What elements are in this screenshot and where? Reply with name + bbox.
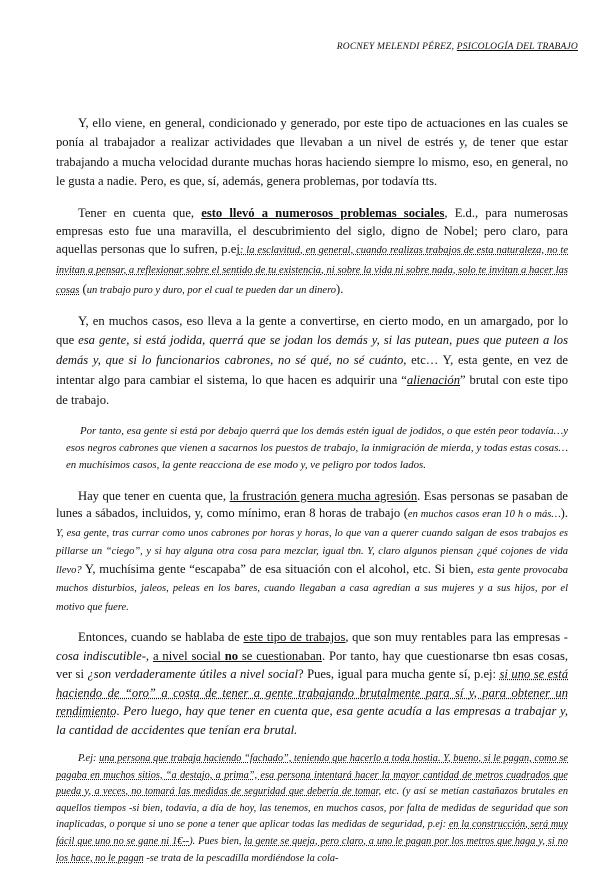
- text-run: , E.d., para numerosas empresas esto fue una maravilla, el descubrimiento del siglo, digno de Nobel; pero claro, para aquellas personas que lo sufren, p.ej: [56, 205, 568, 256]
- text-run: Hay que tener en cuenta que,: [78, 488, 230, 503]
- author-name: ROCNEY MELENDI PÉREZ,: [336, 42, 457, 52]
- paragraph-4: [56, 423, 568, 474]
- emphasis-social-level: a nivel social: [152, 648, 225, 663]
- aside-disturbances: esta gente provocaba muchos disturbios, jaleos, peleas en los bares, cuando llegaban a casa agredían a sus mujeres y a sus hijos, por el motivo que fuere.: [56, 564, 568, 613]
- term-alienation: alienación: [406, 373, 461, 388]
- quote-bitter-people: esa gente, si está jodida, querrá que se jodan los demás y, si las putean, pues que puteen a los demás y, que si lo funcionarios cabrones, no sé qué, no sé cuánto: [56, 333, 568, 368]
- question-useful: ¿son verdaderamente útiles a nivel social: [87, 667, 299, 682]
- text-run: . Esas personas se pasaban de lunes a sábados, incluidos, y, como mínimo, eran 8 horas de trabajo (: [56, 488, 568, 521]
- text-run: (: [79, 281, 87, 296]
- paragraph-1: Y, ello viene, en general, condicionado y generado, por este tipo de actuaciones en las cuales se ponía al trabajador a realizar actividades que llevaban a un nivel de estrés y, de tener que estar trabajando a mucha velocidad durante muchas horas haciendo siempre lo mismo, eso, en general, no le gusta a nadie. Pero, es que, sí, además, genera problemas, por todavía tts.: [56, 116, 568, 189]
- text-run: Por tanto,: [80, 424, 127, 437]
- text-run: ? Pues, igual para mucha gente sí, p.ej:: [298, 667, 500, 682]
- paragraph-6: [56, 628, 568, 739]
- example-complaint: la gente se queja, pero claro, a uno le pagan por los metros que haga y, si no los hace, no le pagan: [56, 836, 569, 864]
- aside-indisputable: -cosa indiscutible-: [56, 630, 568, 663]
- aside-accidents: Pero luego, hay que tener en cuenta que, esa gente acudía a las empresas a trabajar y, la cantidad de accidentes que tenían era brutal.: [56, 704, 569, 737]
- page-header: [337, 42, 578, 52]
- text-run: Y, en muchos casos, eso lleva a la gente a convertirse, en cierto modo, en un amargado, por lo que: [56, 313, 568, 348]
- text-run: ). Pues bien,: [189, 836, 245, 848]
- emphasis-no: no: [224, 648, 238, 663]
- paragraph-2: [56, 204, 568, 300]
- example-gold: si uno se está haciendo de “oro” a costa de tener a gente trabajando brutalmente para sí y, para obtener un rendimiento: [56, 667, 568, 719]
- text-run: . Por tanto, hay que cuestionarse tbn esas cosas, ver si: [56, 648, 568, 682]
- aside-after-work: Y, esa gente, tras currar como unos cabrones por horas y horas, lo que van a querer cuando salgan de esos trabajos es pillarse un “ciego”, y si hay alguna otra cosa para mezclar, igual tbn. Y, claro algunos piensan ¿qué cojones de vida llevo?: [56, 527, 568, 576]
- text-run: en muchísimos casos, la gente reacciona de ese modo y, ve peligro por todos lados.: [66, 458, 426, 471]
- emphasis-social-problems: esto llevó a numerosos problemas sociales: [201, 205, 445, 220]
- example-slavery: : la esclavitud, en general, cuando realizas trabajos de esta naturaleza, no te invitan a pensar, a reflexionar sobre el sentido de tu existencia, ni sobre la vida ni sobre nada, solo te invitan a hacer las cosas: [56, 244, 568, 296]
- aside-hours: en muchos casos eran 10 h o más…: [407, 509, 561, 521]
- emphasis-job-type: este tipo de trabajos: [243, 630, 346, 645]
- paragraph-3: [56, 312, 568, 411]
- paragraph-7: [56, 751, 568, 867]
- text-run: .: [116, 704, 124, 719]
- aside-hard-work: un trabajo puro y duro, por el cual te pueden dar un dinero: [86, 284, 337, 296]
- emphasis-questioned: se cuestionaban: [238, 648, 322, 663]
- quote-resentment: esa gente si está por debajo querrá que los demás estén igual de jodidos, o que estén peor todavía…y esos negros cabrones que vienen a sacarnos los puestos de trabajo, la inmigración de mierda, y todas estas cosas…: [66, 424, 568, 454]
- course-title: PSICOLOGÍA DEL TRABAJO: [456, 42, 578, 52]
- text-run: Entonces, cuando se hablaba de: [78, 630, 244, 645]
- paragraph-5: [56, 488, 568, 617]
- text-run: Y, muchísima gente “escapaba” de esa situación con el alcohol, etc. Si bien,: [81, 561, 478, 576]
- emphasis-frustration: la frustración genera mucha agresión: [229, 488, 418, 503]
- text-run: ).: [336, 281, 344, 296]
- example-facade-worker: una persona que trabaja haciendo “fachado”, teniendo que hacerlo a toda hostia. Y, bueno, si le pagan, como se pagaba en muchos sitios, “a destajo, a prima”, esa persona intentará hacer la mayor cantidad de metros cuadrados que pueda y, a veces, no tomará las medidas de seguridad que debería de tomar: [56, 753, 568, 798]
- text-run: ” brutal con este tipo de trabajo.: [56, 373, 568, 407]
- text-run: -se trata de la pescadilla mordiéndose la cola-: [143, 852, 339, 864]
- text-run: Tener en cuenta que,: [78, 205, 202, 220]
- text-run: ,: [145, 648, 153, 663]
- text-run: , que son muy rentables para las empresas: [345, 630, 564, 645]
- document-body: [56, 114, 568, 879]
- text-run: , etc… Y, esta gente, en vez de intentar algo para cambiar el sistema, lo que hacen es adquirir una “: [56, 353, 568, 388]
- example-construction: en la construcción, será muy fácil que uno no se gane ni 1€--: [56, 819, 569, 848]
- text-run: , etc. (y así se metían castañazos brutales en aquellos tiempos -si bien, todavía, a día de hoy, las tenemos, en muchos casos, por falta de medidas de seguridad que son inaplicadas, o porque si uno se pone a tener que aplicar todas las medidas de seguridad, p.ej:: [56, 786, 568, 831]
- text-run: P.ej:: [78, 753, 100, 765]
- text-run: ).: [560, 506, 568, 521]
